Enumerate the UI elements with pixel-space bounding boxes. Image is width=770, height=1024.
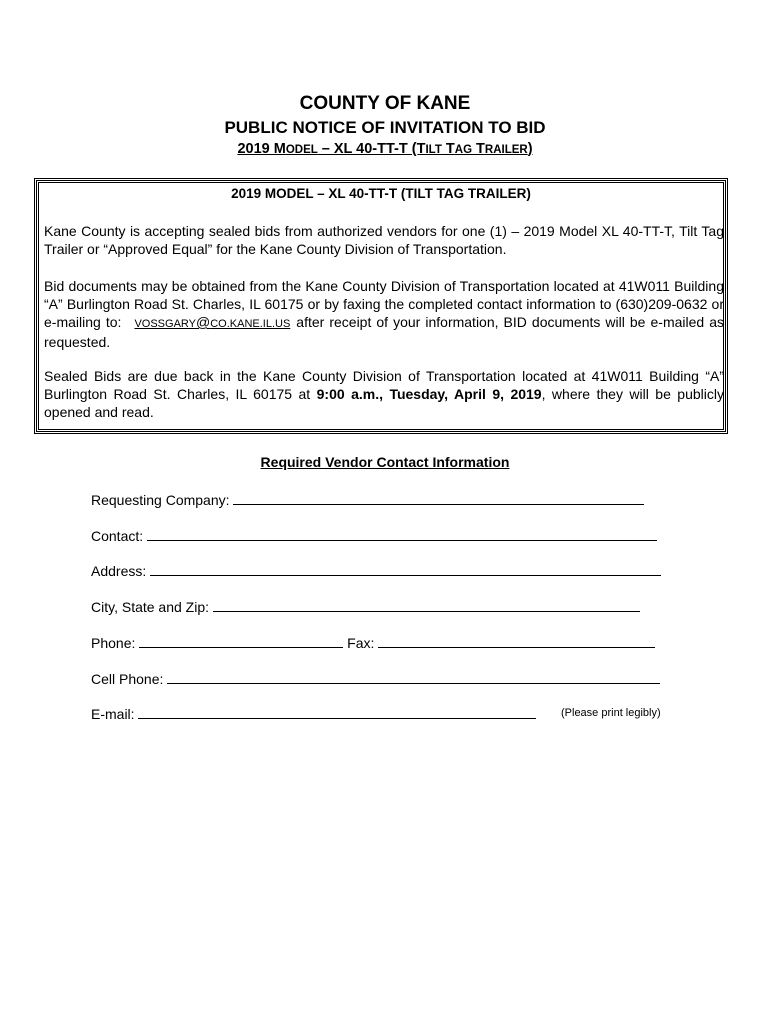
model-heading: 2019 MODEL – XL 40-TT-T (TILT TAG TRAILER)	[237, 141, 533, 157]
email-line[interactable]	[138, 704, 536, 719]
cell-phone-field[interactable]	[91, 669, 660, 687]
email-label: E-mail:	[91, 706, 135, 722]
requesting-company-label: Requesting Company:	[91, 492, 230, 508]
fax-label: Fax:	[347, 635, 375, 651]
cell-phone-label: Cell Phone:	[91, 671, 164, 687]
phone-line[interactable]	[139, 633, 343, 648]
print-legibly-note: (Please print legibly)	[561, 707, 661, 719]
notice-paragraph-documents: Bid documents may be obtained from the Kane County Division of Transportation located at 41W011 Building “A” Burlington Road St. Charles, IL 60175 or by faxing the completed contact information to (630)209-0632 or e-mailing to: VOSSGARY@CO.KANE.IL.US after receipt of your information, BID documents will be e-mailed as requested.	[44, 278, 725, 350]
city-state-zip-label: City, State and Zip:	[91, 599, 210, 615]
vendor-info-heading: Required Vendor Contact Information	[260, 454, 510, 470]
requesting-company-field[interactable]	[91, 490, 644, 508]
phone-fax-field[interactable]	[91, 633, 655, 651]
fax-line[interactable]	[378, 633, 655, 648]
phone-label: Phone:	[91, 635, 136, 651]
due-date: 9:00 a.m., Tuesday, April 9, 2019	[316, 386, 542, 402]
email-field[interactable]	[91, 704, 536, 722]
notice-paragraph-intro: Kane County is accepting sealed bids from authorized vendors for one (1) – 2019 Model XL 40-TT-T, Tilt Tag Trailer or “Approved Equal” for the Kane County Division of Transportation.	[44, 223, 724, 257]
email-link[interactable]: VOSSGARY@CO.KANE.IL.US	[134, 314, 291, 330]
document-title: COUNTY OF KANE	[299, 93, 471, 114]
city-state-zip-field[interactable]	[91, 597, 640, 615]
contact-line[interactable]	[147, 526, 657, 541]
address-line[interactable]	[150, 561, 661, 576]
contact-label: Contact:	[91, 528, 144, 544]
address-label: Address:	[91, 563, 147, 579]
cell-phone-line[interactable]	[167, 669, 660, 684]
contact-field[interactable]	[91, 526, 657, 544]
document-subtitle: PUBLIC NOTICE OF INVITATION TO BID	[224, 118, 546, 137]
requesting-company-line[interactable]	[233, 490, 644, 505]
notice-paragraph-due-date: Sealed Bids are due back in the Kane County Division of Transportation located at 41W011 Building “A” Burlington Road St. Charles, IL 60175 at 9:00 a.m., Tuesday, April 9, 2019, where they will be publicly opened and read.	[44, 368, 724, 420]
notice-heading: 2019 MODEL – XL 40-TT-T (TILT TAG TRAILER)	[231, 186, 531, 201]
city-state-zip-line[interactable]	[213, 597, 640, 612]
address-field[interactable]	[91, 561, 661, 579]
